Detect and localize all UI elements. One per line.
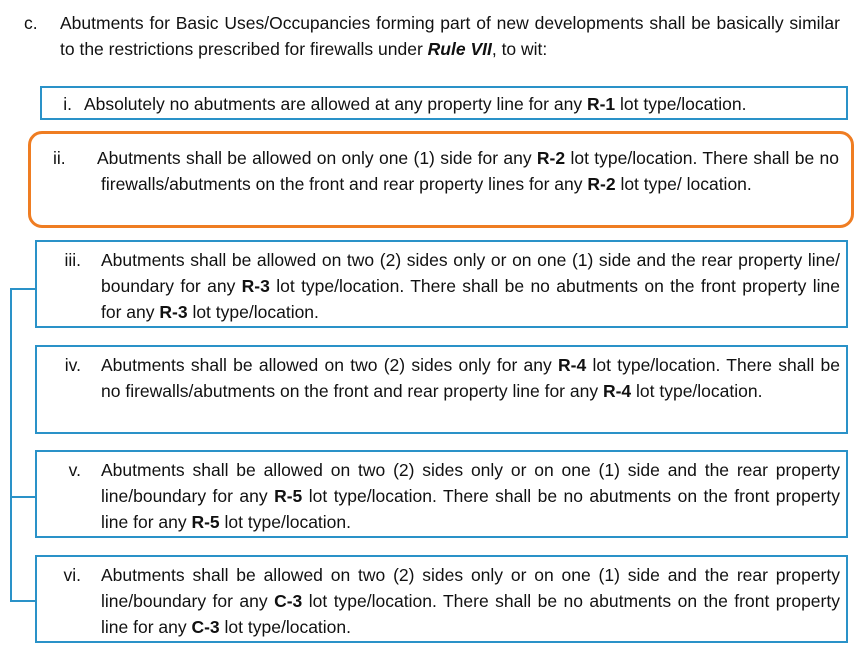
- zone-code: R-5: [191, 512, 220, 532]
- text-run: lot type/location. There shall be no abutments on the front property line for any: [101, 276, 840, 322]
- zone-code: R-1: [586, 94, 616, 114]
- item-box-iv: [35, 345, 848, 434]
- item-marker: vi.: [63, 565, 81, 585]
- text-run: Abutments shall be allowed on only one (1) side for any: [97, 148, 537, 168]
- item-marker: v.: [68, 460, 81, 480]
- text-run: lot type/location.: [219, 512, 351, 532]
- bracket-tick-vi: [10, 600, 35, 602]
- item-box-iii: [35, 240, 848, 328]
- text-run: lot type/location.: [187, 302, 319, 322]
- item-box-ii: [28, 131, 854, 228]
- zone-code: C-3: [274, 591, 303, 611]
- text-run: Abutments shall be allowed on two (2) sides only or on one (1) side and the rear property line/ boundary for any: [101, 250, 840, 296]
- text-run: Abutments shall be allowed on two (2) sides only or on one (1) side and the rear property line/boundary for any: [101, 460, 840, 506]
- intro-part: Abutments for Basic Uses/Occupancies forming part of new developments shall be basically similar to the restrictions prescribed for firewalls under: [60, 13, 840, 59]
- intro-text: [60, 10, 840, 62]
- item-text: [97, 145, 839, 197]
- zone-code: R-2: [536, 148, 566, 168]
- item-marker: i.: [63, 94, 72, 114]
- text-run: lot type/location. There shall be no abutments on the front property line for any: [101, 591, 840, 637]
- text-run: Absolutely no abutments are allowed at any property line for any: [84, 94, 587, 114]
- bracket-tick-iii: [10, 288, 35, 290]
- intro-paragraph: [24, 10, 840, 62]
- intro-marker: c.: [24, 13, 38, 33]
- zone-code: R-3: [241, 276, 270, 296]
- text-run: lot type/location. There shall be no firewalls/abutments on the front and rear property lines for any: [101, 148, 839, 194]
- bracket-tick-v: [10, 496, 35, 498]
- item-marker: iv.: [64, 355, 81, 375]
- item-text: [101, 457, 840, 535]
- item-box-i: [40, 86, 848, 120]
- zone-code: R-2: [587, 174, 616, 194]
- text-run: lot type/location.: [219, 617, 351, 637]
- rule-reference: Rule VII: [427, 39, 492, 59]
- text-run: lot type/ location.: [615, 174, 752, 194]
- text-run: lot type/location. There shall be no firewalls/abutments on the front and rear property line for any: [101, 355, 840, 401]
- item-text: [84, 91, 834, 117]
- item-marker: iii.: [64, 250, 81, 270]
- item-text: [101, 352, 840, 404]
- text-run: Abutments shall be allowed on two (2) sides only for any: [101, 355, 559, 375]
- zone-code: R-3: [159, 302, 188, 322]
- item-text: [101, 562, 840, 640]
- intro-part: , to wit:: [491, 39, 548, 59]
- text-run: lot type/location. There shall be no abutments on the front property line for any: [101, 486, 840, 532]
- item-marker: ii.: [53, 148, 66, 168]
- bracket-vertical-line: [10, 288, 12, 602]
- text-run: Abutments shall be allowed on two (2) sides only or on one (1) side and the rear property line/boundary for any: [101, 565, 840, 611]
- zone-code: R-5: [274, 486, 303, 506]
- text-run: lot type/location.: [631, 381, 763, 401]
- zone-code: R-4: [558, 355, 587, 375]
- text-run: lot type/location.: [615, 94, 747, 114]
- item-box-vi: [35, 555, 848, 643]
- item-text: [101, 247, 840, 325]
- zone-code: C-3: [191, 617, 220, 637]
- item-box-v: [35, 450, 848, 538]
- zone-code: R-4: [602, 381, 632, 401]
